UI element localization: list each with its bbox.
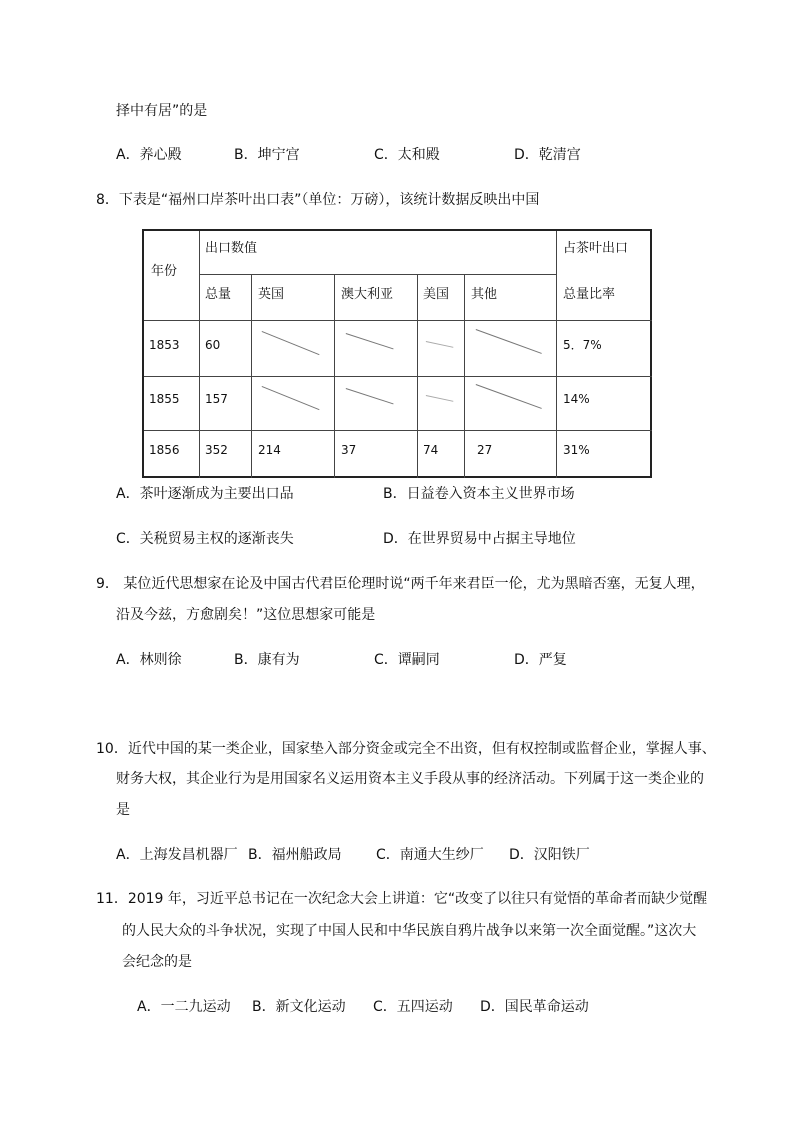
q10-option-a: A．上海发昌机器厂 [116,847,238,863]
empty-cell-slash [346,388,394,404]
q9-stem-line2: 沿及今兹，方愈剧矣！”这位思想家可能是 [116,607,376,623]
q10-stem-line1: 10．近代中国的某一类企业，国家垫入部分资金或完全不出资，但有权控制或监督企业，掌握人事、 [96,741,716,757]
q8-stem: 8．下表是“福州口岸茶叶出口表”（单位：万磅），该统计数据反映出中国 [96,192,540,208]
table-divider [334,274,335,478]
q9-stem-line1: 9． 某位近代思想家在论及中国古代君臣伦理时说“两千年来君臣一伦，尤为黑暗否塞，无复人理， [96,576,705,592]
q8-option-b: B．日益卷入资本主义世界市场 [383,486,575,502]
table-divider [144,430,652,431]
subheader-usa: 美国 [423,287,450,302]
q11-option-b: B．新文化运动 [252,999,346,1015]
row-1856-total: 352 [205,443,228,457]
tea-export-table [142,229,652,478]
row-1856-usa: 74 [423,443,439,457]
q9-option-a: A．林则徐 [116,652,182,668]
row-1855-ratio: 14% [563,392,590,406]
empty-cell-slash [262,331,320,355]
q11-option-d: D．国民革命运动 [480,999,589,1015]
q10-option-b: B．福州船政局 [248,847,342,863]
table-divider [144,320,652,321]
table-divider [464,274,465,478]
q11-stem-line2: 的人民大众的斗争状况，实现了中国人民和中华民族自鸦片战争以来第一次全面觉醒。”这次大 [122,923,697,939]
q8-option-c: C．关税贸易主权的逐渐丧失 [116,531,294,547]
q11-option-a: A．一二九运动 [137,999,231,1015]
q10-option-d: D．汉阳铁厂 [509,847,590,863]
subheader-other: 其他 [471,287,498,302]
row-1853-total: 60 [205,338,221,352]
empty-cell-slash [346,333,394,349]
row-1856-year: 1856 [149,443,180,457]
subheader-total: 总量 [205,287,232,302]
row-1855-total: 157 [205,392,228,406]
q7-stem-tail: 择中有居”的是 [116,103,208,119]
row-1853-year: 1853 [149,338,180,352]
q8-option-d: D．在世界贸易中占据主导地位 [383,531,576,547]
empty-cell-slash [476,329,542,354]
table-divider [251,274,252,478]
header-ratio-line1: 占茶叶出口 [563,241,629,256]
empty-cell-slash [426,341,454,348]
row-1856-uk: 214 [258,443,281,457]
q7-option-c: C．太和殿 [374,147,440,163]
subheader-uk: 英国 [258,287,285,302]
q10-option-c: C．南通大生纱厂 [376,847,484,863]
q7-option-d: D．乾清宫 [514,147,581,163]
row-1856-ratio: 31% [563,443,590,457]
empty-cell-slash [426,395,454,402]
row-1856-australia: 37 [341,443,357,457]
q8-option-a: A．茶叶逐渐成为主要出口品 [116,486,294,502]
q11-stem-line3: 会纪念的是 [122,954,192,970]
q11-stem-line1: 11．2019 年，习近平总书记在一次纪念大会上讲道：它“改变了以往只有觉悟的革命者而缺少觉醒 [96,891,708,907]
table-divider [417,274,418,478]
q7-option-b: B．坤宁宫 [234,147,300,163]
q9-option-b: B．康有为 [234,652,300,668]
q10-stem-line3: 是 [116,802,130,818]
table-divider [199,274,556,275]
q7-option-a: A．养心殿 [116,147,182,163]
subheader-australia: 澳大利亚 [341,287,394,302]
header-ratio-line2: 总量比率 [563,287,616,302]
q11-option-c: C．五四运动 [373,999,453,1015]
q9-option-c: C．谭嗣同 [374,652,440,668]
table-divider [199,231,200,478]
table-divider [556,231,557,478]
q10-stem-line2: 财务大权，其企业行为是用国家名义运用资本主义手段从事的经济活动。下列属于这一类企业的 [116,771,704,787]
empty-cell-slash [476,384,542,409]
row-1855-year: 1855 [149,392,180,406]
row-1853-ratio: 5．7% [563,338,602,352]
empty-cell-slash [262,386,320,410]
q9-option-d: D．严复 [514,652,567,668]
table-divider [144,376,652,377]
row-1856-other: 27 [477,443,493,457]
header-year: 年份 [151,264,178,279]
header-export-values: 出口数值 [205,241,258,256]
